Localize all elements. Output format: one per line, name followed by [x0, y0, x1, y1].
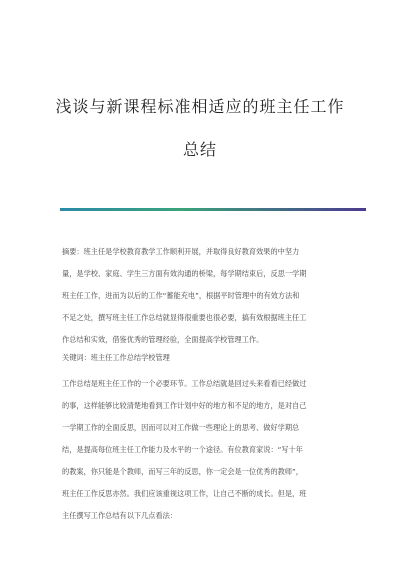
body-line: 班主任工作反思亦然。我们应该重视这项工作，让自己不断的成长。但是，班 — [62, 489, 307, 498]
document-title: 浅谈与新课程标准相适应的班主任工作 — [55, 97, 345, 116]
abstract-line: 摘要：班主任是学校教育教学工作顺利开展，并取得良好教育效果的中坚力 — [62, 247, 300, 256]
body-line: 的事，这样能够比较清楚地看到工作计划中好的地方和不足的地方，是对自己 — [62, 401, 307, 410]
body-line: 主任撰写工作总结有以下几点看法： — [62, 511, 178, 520]
abstract-paragraph — [62, 241, 368, 351]
keywords-paragraph — [62, 347, 368, 369]
abstract-line: 作总结和实效，借鉴优秀的管理经验，全面提高学校管理工作。 — [62, 335, 264, 344]
abstract-line: 班主任工作，进而为以后的工作“蓄能充电”，根据平时管理中的有效方法和 — [62, 291, 300, 300]
body-line: 工作总结是班主任工作的一个必要环节。工作总结就是回过头来看看已经做过 — [62, 379, 307, 388]
body-paragraph — [62, 373, 368, 527]
keywords-line: 关键词：班主任工作总结学校管理 — [62, 353, 170, 362]
document-title-continued: 总结 — [182, 140, 217, 159]
body-line: 一学期工作的全面反思，因而可以对工作做一些理论上的思考、做好学期总 — [62, 423, 300, 432]
abstract-line: 不足之处，撰写班主任工作总结就显得很重要也很必要，搞有效根据班主任工 — [62, 313, 307, 322]
body-line: 的教案，你只能是个教师，而写三年的反思，你一定会是一位优秀的教师”， — [62, 467, 303, 476]
abstract-line: 量，是学校、家庭、学生三方面有效沟通的桥梁，每学期结束后，反思一学期 — [62, 269, 307, 278]
body-line: 结，是提高每位班主任工作能力及水平的一个途径。有位教育家说：“写十年 — [62, 445, 303, 454]
title-divider — [60, 208, 366, 211]
